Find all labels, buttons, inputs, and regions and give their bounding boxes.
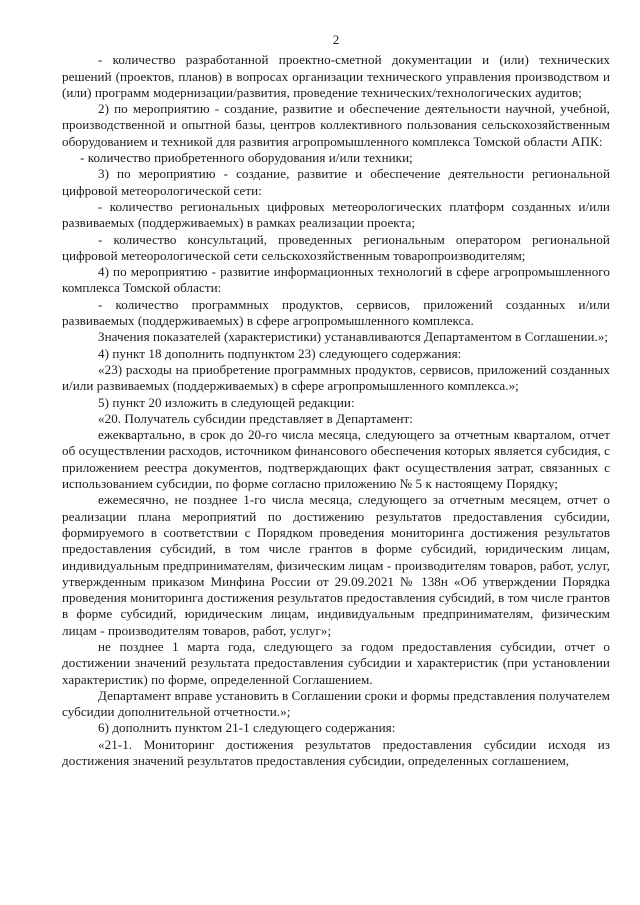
paragraph: 6) дополнить пунктом 21-1 следующего содержания: xyxy=(98,720,396,736)
paragraph: - количество разработанной проектно-сметной документации и (или) технических решений (проектов, планов) в вопросах организации технического управления производством и (или) программ модернизации/развития, проведение технических/технологических аудитов; xyxy=(62,52,610,100)
paragraph: не позднее 1 марта года, следующего за годом предоставления субсидии, отчет о достижении значений результата предоставления субсидии и характеристик (при установлении характеристик) по форме, определенной Соглашением. xyxy=(62,638,610,687)
paragraph: - количество приобретенного оборудования и/или техники; xyxy=(80,150,413,166)
paragraph: 3) по мероприятию - создание, развитие и обеспечение деятельности региональной цифровой метеорологической сети: xyxy=(62,166,610,198)
paragraph: 5) пункт 20 изложить в следующей редакции: xyxy=(98,394,355,410)
paragraph: 2) по мероприятию - создание, развитие и обеспечение деятельности научной, учебной, производственной и опытной базы, центров коллективного пользования сельскохозяйственным оборудованием и техникой для развития агропромышленного комплекса Томской области АПК: xyxy=(62,101,610,149)
paragraph: «20. Получатель субсидии представляет в Департамент: xyxy=(98,410,413,426)
paragraph: Департамент вправе установить в Соглашении сроки и формы представления получателем субсидии дополнительной отчетности.»; xyxy=(62,687,610,720)
paragraph: ежемесячно, не позднее 1-го числа месяца, следующего за отчетным месяцем, отчет о реализации плана мероприятий по достижению результатов предоставления субсидии, формируемого в соответствии с Порядком проведения мониторинга достижения результатов предоставления субсидий, в том числе грантов в форме субсидий, юридическим лицам, индивидуальным предпринимателям, физическим лицам - производителям товаров, работ, услуг, утвержденным приказом Минфина России от 29.09.2021 № 138н «Об утверждении Порядка проведения мониторинга достижения результатов предоставления субсидий, в том числе грантов в форме субсидий, юридическим лицам, индивидуальным предпринимателям, физическим лицам - производителям товаров, работ, услуг»; xyxy=(62,492,610,638)
paragraph: ежеквартально, в срок до 20-го числа месяца, следующего за отчетным кварталом, отчет об осуществлении расходов, источником финансового обеспечения которых является субсидия, с приложением реестра документов, подтверждающих факт осуществления затрат, связанных с использованием субсидии, по форме согласно приложению № 5 к настоящему Порядку; xyxy=(62,427,610,492)
paragraph: «23) расходы на приобретение программных продуктов, сервисов, приложений созданных и/или развиваемых (поддерживаемых) в сфере агропромышленного комплекса.»; xyxy=(62,361,610,394)
paragraph: 4) по мероприятию - развитие информационных технологий в сфере агропромышленного комплекса Томской области: xyxy=(62,264,610,296)
paragraph: Значения показателей (характеристики) устанавливаются Департаментом в Соглашении.»; xyxy=(98,329,609,345)
document-body xyxy=(62,52,610,769)
document-page xyxy=(62,32,610,769)
paragraph: - количество региональных цифровых метеорологических платформ созданных и/или развиваемых (поддерживаемых) в рамках реализации проекта; xyxy=(62,198,610,231)
paragraph: «21-1. Мониторинг достижения результатов предоставления субсидии исходя из достижения значений результатов предоставления субсидии, определенных соглашением, xyxy=(62,736,610,769)
paragraph: - количество программных продуктов, сервисов, приложений созданных и/или развиваемых (поддерживаемых) в сфере агропромышленного комплекса. xyxy=(62,296,610,329)
paragraph: - количество консультаций, проведенных региональным оператором региональной цифровой метеорологической сети сельскохозяйственным товаропроизводителям; xyxy=(62,231,610,263)
paragraph: 4) пункт 18 дополнить подпунктом 23) следующего содержания: xyxy=(98,345,462,361)
page-number: 2 xyxy=(332,32,340,47)
